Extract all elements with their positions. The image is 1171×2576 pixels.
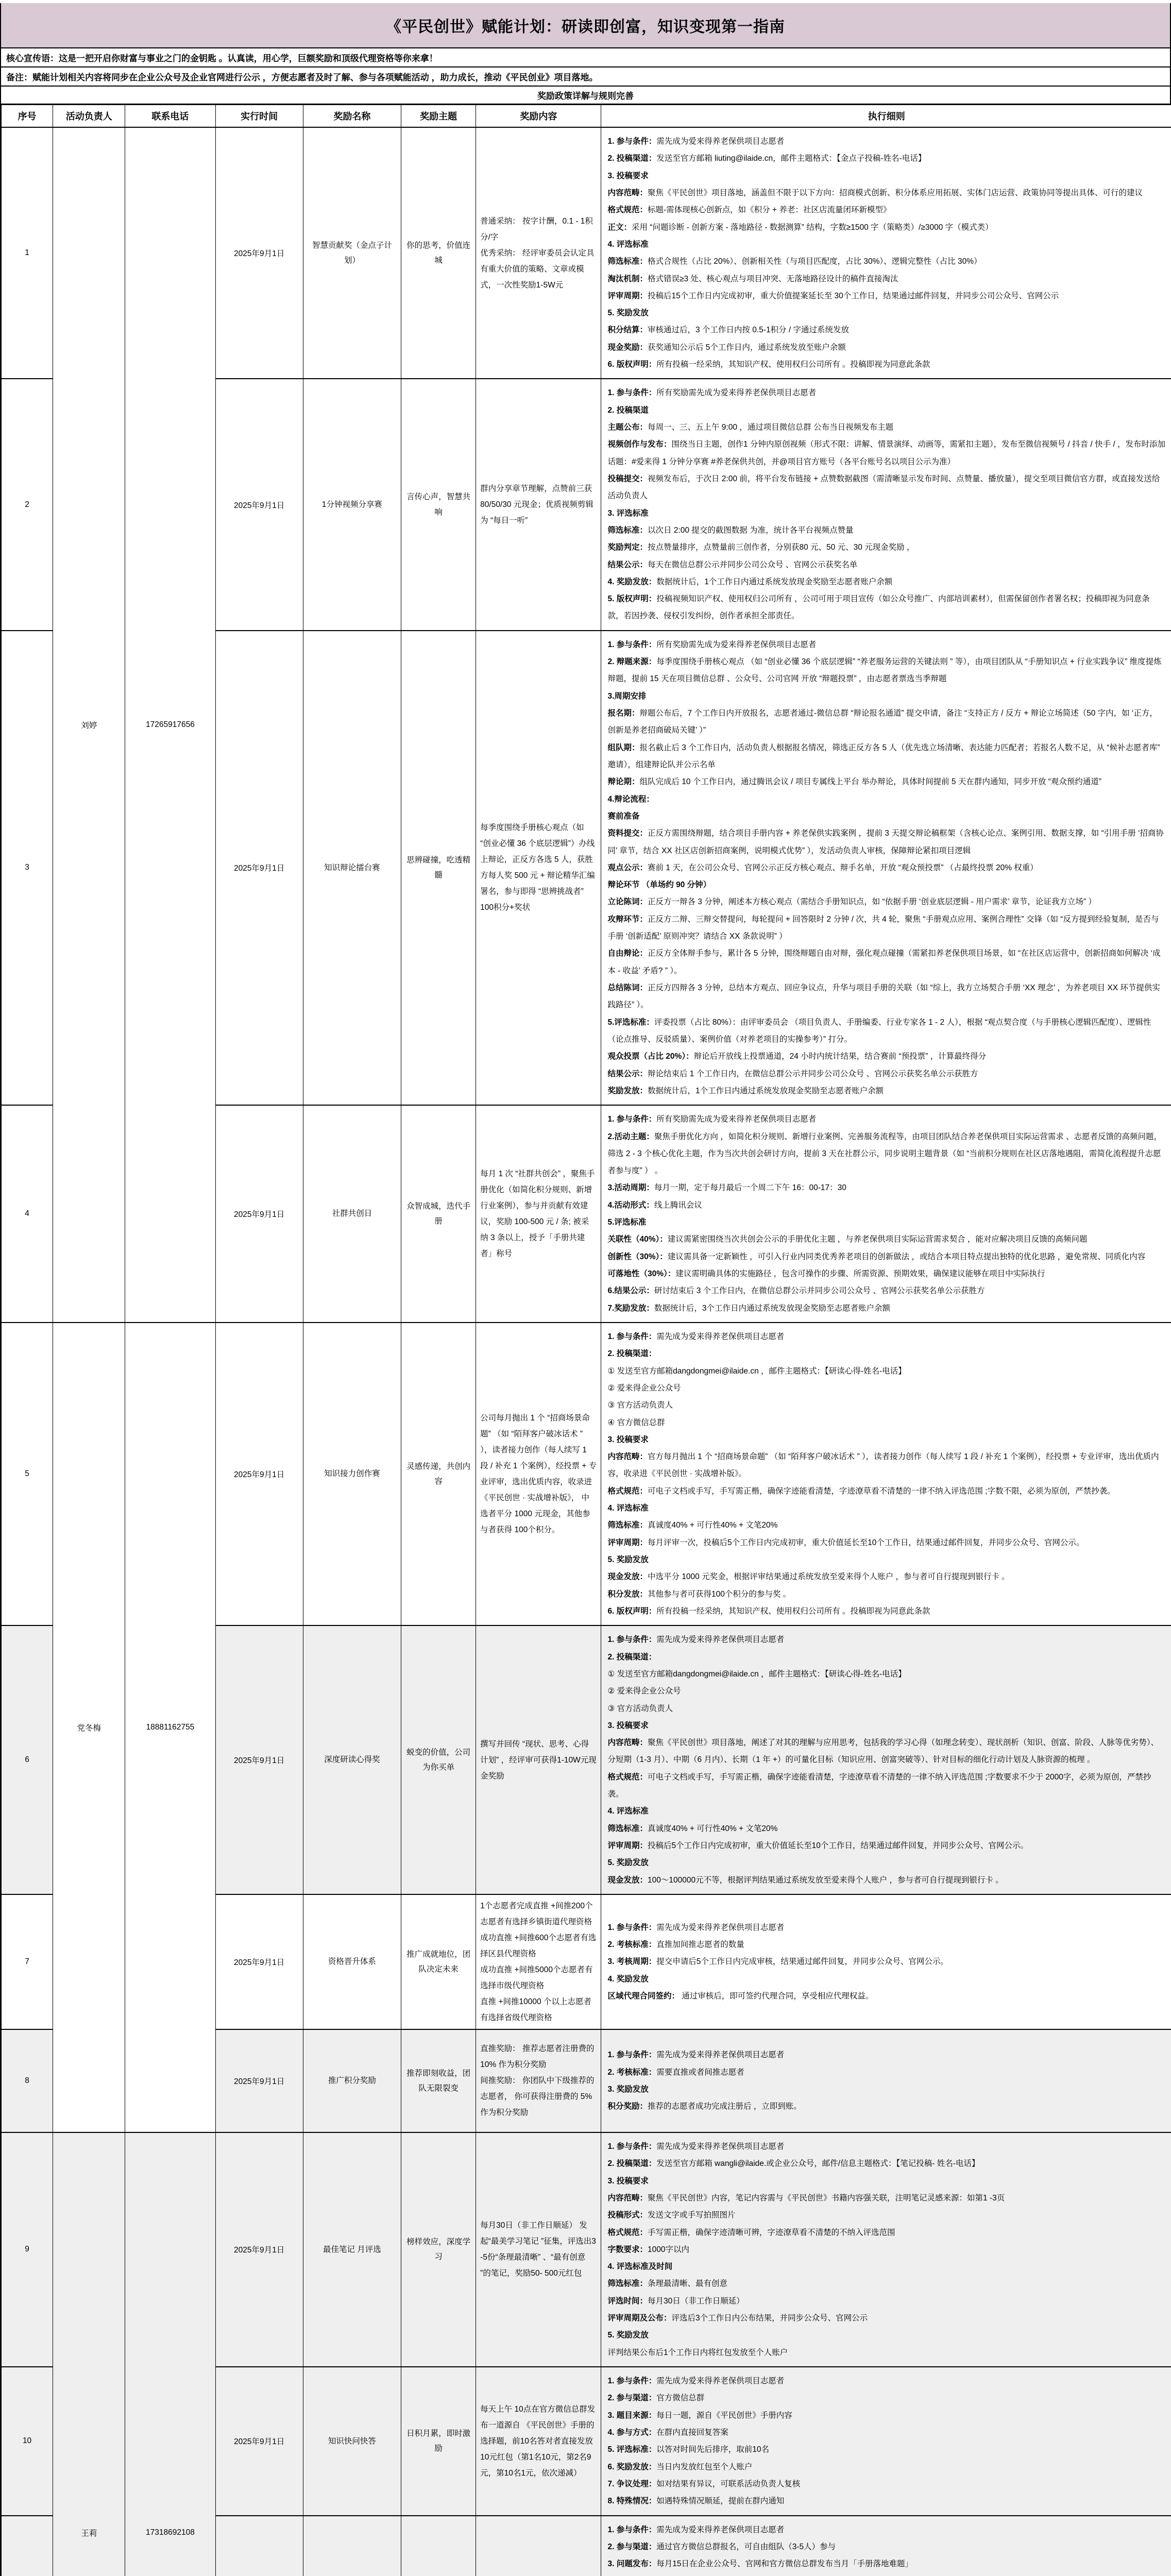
slogan-row: 核心宣传语：这是一把开启你财富与事业之门的金钥匙 。认真读，用心学，巨额奖励和顶级代理资格等你来拿！ — [1, 48, 1170, 67]
reward-name-cell: 推广积分奖励 — [303, 2029, 401, 2132]
row-number-cell: 8 — [2, 2029, 53, 2132]
rules-cell: 1. 参与条件：所有奖励需先成为爱来得养老保供项目志愿者 2. 辩题来源：每季度围绕手册核心观点 （如 “创业必懂 36 个底层逻辑” “养老服务运营的关键法则 ” 等），由项目团队从 “手册知识点 + 行业实践争议” 维度提炼辩题，提前 15 天在项目微信总群 、公众号、公司官网 开放 “辩题投票” ，由志愿者票选当季辩题 3.周期安排 报名期：辩题公布后，7 个工作日内开放报名，志愿者通过-微信总群 “辩论报名通道” 提交申请，备注 “支持正方 / 反方 + 辩论立场简述（50 字内，如 ‘正方，创新是养老招商破局关键’ ）” 组队期：报名截止后 3 个工作日内，活动负责人根据报名情况，筛选正反方各 5 人（优先选立场清晰、表达能力匹配者；若报名人数不足，从 “候补志愿者库” 邀请），组建辩论队并公示名单 辩论期：组队完成后 10 个工作日内，通过腾讯会议 / 项目专属线上平台 举办辩论，具体时间提前 5 天在群内通知，同步开放 “观众预约通道” 4.辩论流程： 赛前准备 资料提交：正反方需围绕辩题，结合项目手册内容 + 养老保供实践案例 ，提前 3 天提交辩论稿框架（含核心论点、案例引用、数据支撑，如 “引用手册 ‘招商协同’ 章节，结合 XX 社区店创新招商案例，说明模式优势” ），发活动负责人审核，保障辩论紧扣项目逻辑 观点公示：赛前 1 天，在公司公众号、官网公示正反方核心观点、辩手名单，开放 “观众预投票” （占最终投票 20% 权重） 辩论环节 （单场约 90 分钟） 立论陈词：正反方一辩各 3 分钟，阐述本方核心观点（需结合手册知识点，如 “依据手册 ‘创业底层逻辑 - 用户需求’ 章节，论证我方立场” ） 攻辩环节：正反方二辩、三辩交替提问，每轮提问 + 回答限时 2 分钟 / 次，共 4 轮，聚焦 “手册观点应用、案例合理性” 交锋（如 “反方提到经验复制，是否与手册 ‘创新适配’ 原则冲突？请结合 XX 条款说明” ） 自由辩论：正反方全体辩手参与，累计各 5 分钟，围绕辩题自由对辩，强化观点碰撞（需紧扣养老保供项目场景，如 “在社区店运营中，创新招商如何解决 ‘成本 - 收益’ 矛盾? ” ）。 总结陈词：正反方四辩各 3 分钟，总结本方观点、回应争议点，升华与项目手册的关联（如 “综上，我方立场契合手册 ‘XX 理念’ ，为养老项目 XX 环节提供实践路径” ）。 5.评选标准：评委投票（占比 80%）：由评审委员会 （项目负责人、手册编委、行业专家各 1 - 2 人），根据 “观点契合度（与手册核心逻辑匹配度）、逻辑性（论点推导、反驳质量）、案例价值（对养老项目的实操参考）” 打分。 观众投票（占比 20%）：辩论后开放线上投票通道，24 小时内统计结果，结合赛前 “预投票” ，计算最终得分 结果公示：辩论结束后 1 个工作日内，在微信总群公示并同步公司公众号 、官网公示获奖名单公示获胜方 奖励发放：数据统计后，1个工作日内通过系统发放现金奖励至志愿者账户余额 — [601, 631, 1171, 1105]
date-cell: 2025年9月1日 — [215, 1105, 303, 1323]
reward-name-cell: 知识辩论擂台赛 — [303, 631, 401, 1105]
reward-name-cell — [303, 2516, 401, 2576]
reward-theme-cell: 推荐即刻收益，团队无限裂变 — [401, 2029, 476, 2132]
rules-cell: 1. 参与条件：需先成为爱来得养老保供项目志愿者 2. 参与渠道：通过官方微信总群报名，可自由组队（3-5人）参与 3. 问题发布：每月15日在企业公众号、官网和官方微信总群发布当月「手册落地难题」 — [601, 2516, 1171, 2576]
reward-content-cell: 公司每月抛出 1 个 “招商场景命题” （如 “陌拜客户破冰话术 ” ），读者接力创作（每人续写 1 段 / 补充 1 个案例），经投票 + 专业评审，选出优质内容，收录进《平民创世 · 实战增补版》， 中选者平分 1000 元现金，其他参与者获得 100个积分。 — [476, 1323, 601, 1625]
date-cell: 2025年9月1日 — [215, 631, 303, 1105]
reward-content-cell: 普通采纳： 按字计酬，0.1 - 1积分/字 优秀采纳： 经评审委员会认定具有重大价值的策略、文章或模式，一次性奖励1-5W元 — [476, 127, 601, 379]
date-cell: 2025年9月1日 — [215, 1323, 303, 1625]
reward-name-cell: 资格晋升体系 — [303, 1894, 401, 2029]
reward-content-cell: 1个志愿者完成直推 +间推200个志愿者有选择乡镇街道代理资格 成功直推 +间推600个志愿者有选择区县代理资格 成功直推 +间推5000个志愿者有选择市级代理资格 直推 +间推10000 个以上志愿者有选择省级代理资格 — [476, 1894, 601, 2029]
reward-theme-cell: 众智成城，迭代手册 — [401, 1105, 476, 1323]
row-number-cell: 10 — [2, 2367, 53, 2516]
row-number-cell: 5 — [2, 1323, 53, 1625]
table-header-row — [2, 105, 1171, 128]
table-row — [2, 2132, 1171, 2367]
phone-cell: 17265917656 — [125, 127, 215, 1323]
date-cell — [215, 2516, 303, 2576]
reward-name-cell: 知识快问快答 — [303, 2367, 401, 2516]
rules-cell: 1. 参与条件：需先成为爱来得养老保供项目志愿者 2. 投稿渠道：发送至官方邮箱 wangli@ilaide.或企业公众号，邮件/信息主题格式：【笔记投稿- 姓名-电话】 3. 投稿要求 内容范畴：聚焦《平民创世》内容，笔记内容需与《平民创世》书籍内容强关联，注明笔记灵感来源：如第1 -3页 投稿形式：发送文字或手写拍照图片 格式规范：手写需正楷，确保字迹清晰可辨，字迹潦草看不清楚的不纳入评选范围 字数要求：1000字以内 4. 评选标准及时间 筛选标准：条理最清晰、最有创意 评选时间：每月30日（非工作日顺延） 评审周期及公布：评选后3个工作日内公布结果，并同步公众号、官网公示 5. 奖励发放 评判结果公布后1个工作日内将红包发放至个人账户 — [601, 2132, 1171, 2367]
phone-cell: 17318692108 — [125, 2132, 215, 2576]
date-cell: 2025年9月1日 — [215, 2029, 303, 2132]
row-number-cell: 3 — [2, 631, 53, 1105]
date-cell: 2025年9月1日 — [215, 2132, 303, 2367]
owner-cell: 刘婷 — [53, 127, 125, 1323]
owner-cell: 王莉 — [53, 2132, 125, 2576]
column-header-4: 奖励名称 — [303, 105, 401, 128]
row-number-cell: 1 — [2, 127, 53, 379]
reward-name-cell: 1分钟视频分享赛 — [303, 379, 401, 630]
reward-name-cell: 智慧贡献奖（金点子计划） — [303, 127, 401, 379]
rules-cell: 1. 参与条件：需先成为爱来得养老保供项目志愿者 2. 参与渠道：官方微信总群 3. 题目来源：每日一题，源自《平民创世》手册内容 4. 参与方式：在群内直接回复答案 5. 评选标准：以答对时间先后排序，取前10名 6. 奖励发放：当日内发放红包至个人账户 7. 争议处理：如对结果有异议，可联系活动负责人复核 8. 特殊情况：如遇特殊情况顺延，提前在群内通知 — [601, 2367, 1171, 2516]
column-header-6: 奖励内容 — [476, 105, 601, 128]
owner-cell: 党冬梅 — [53, 1323, 125, 2132]
row-number-cell: 7 — [2, 1894, 53, 2029]
rules-cell: 1. 参与条件：需先成为爱来得养老保供项目志愿者 2. 投稿渠道： ① 发送至官方邮箱dangdongmei@ilaide.cn ，邮件主题格式：【研读心得-姓名-电话】 ② 爱来得企业公众号 ③ 官方活动负责人 ④ 官方微信总群 3. 投稿要求 内容范畴：官方每月抛出 1 个 “招商场景命题” （如 “陌拜客户破冰话术 ” ），读者接力创作（每人续写 1 段 / 补充 1 个案例），经投票 + 专业评审，选出优质内容，收录进《平民创世 · 实战增补版》。 格式规范：可电子文档或手写，手写需正楷，确保字迹能看清楚，字迹潦草看不清楚的一律不纳入评选范围 ;字数不限，必须为原创，严禁抄袭。 4. 评选标准 筛选标准：真诚度40% + 可行性40% + 文笔20% 评审周期：每月评审一次，投稿后5个工作日内完成初审，重大价值延长至10个工作日，结果通过邮件回复，并同步公众号、官网公示。 5. 奖励发放 现金发放：中选平分 1000 元奖金，根据评审结果通过系统发放至爱来得个人账户 ，参与者可自行提现到银行卡 。 积分发放：其他参与者可获得100个积分的参与奖 。 6. 版权声明：所有投稿一经采纳，其知识产权、使用权归公司所有 。投稿即视为同意此条款 — [601, 1323, 1171, 1625]
date-cell: 2025年9月1日 — [215, 379, 303, 630]
reward-theme-cell: 日积月累，即时激励 — [401, 2367, 476, 2516]
rules-cell: 1. 参与条件：需先成为爱来得养老保供项目志愿者 2. 考核标准：需要直推或者间推志愿者 3. 奖励发放 积分奖励：推荐的志愿者成功完成注册后 ，立即到账。 — [601, 2029, 1171, 2132]
reward-theme-cell: 你的思考，价值连城 — [401, 127, 476, 379]
reward-content-cell — [476, 2516, 601, 2576]
rewards-table — [1, 105, 1171, 2576]
reward-content-cell: 群内分享章节理解，点赞前三获 80/50/30 元现金；优质视频剪辑为 “每日一听” — [476, 379, 601, 630]
section-title: 奖励政策详解与规则完善 — [1, 87, 1170, 105]
reward-name-cell: 社群共创日 — [303, 1105, 401, 1323]
reward-content-cell: 每月30日（非工作日顺延） 发起“最美学习笔记 ”征集，评选出3 -5份“条理最清晰” 、“最有创意 ”的笔记，奖励50- 500元红包 — [476, 2132, 601, 2367]
rules-cell: 1. 参与条件：需先成为爱来得养老保供项目志愿者 2. 投稿渠道：发送至官方邮箱 liuting@ilaide.cn，邮件主题格式：【金点子投稿-姓名-电话】 3. 投稿要求 内容范畴：聚焦《平民创世》项目落地，涵盖但不限于以下方向：招商模式创新、积分体系应用拓展、实体门店运营、政策协同等提出具体、可行的建议 格式规范：标题-需体现核心创新点，如《积分 + 养老：社区店流量闭环新模型》 正文：采用 “问题诊断 - 创新方案 - 落地路径 - 数据测算” 结构，字数≥1500 字（策略类）/≥3000 字（模式类） 4. 评选标准 筛选标准：格式合规性（占比 20%）、创新相关性（与项目匹配度，占比 30%）、逻辑完整性（占比 30%） 淘汰机制：格式错误≥3 处、核心观点与项目冲突、无落地路径设计的稿件直接淘汰 评审周期：投稿后15个工作日内完成初审，重大价值提案延长至 30个工作日，结果通过邮件回复，并同步公司公众号、官网公示 5. 奖励发放 积分结算：审核通过后，3 个工作日内按 0.5-1积分 / 字通过系统发放 现金奖励：获奖通知公示后 5个工作日内，通过系统发放至账户余额 6. 版权声明：所有投稿一经采纳，其知识产权、使用权归公司所有 。投稿即视为同意此条款 — [601, 127, 1171, 379]
rules-cell: 1. 参与条件：需先成为爱来得养老保供项目志愿者 2. 投稿渠道： ① 发送至官方邮箱dangdongmei@ilaide.cn ，邮件主题格式：【研读心得-姓名-电话】 ② 爱来得企业公众号 ③ 官方活动负责人 3. 投稿要求 内容范畴：聚焦《平民创世》项目落地，阐述了对其的理解与应用思考，包括我的学习心得（如理念转变）、现状剖析（知识、创富、阶段、人脉等优劣势）、分短期（1-3 月）、中期（6 月内）、长期（1 年 +）的可量化目标（知识应用、创富突破等）、针对目标的细化行动计划及人脉资源的梳理 。 格式规范：可电子文档或手写，手写需正楷，确保字迹能看清楚，字迹潦草看不清楚的一律不纳入评选范围 ;字数要求不少于 2000字，必须为原创，严禁抄袭。 4. 评选标准 筛选标准：真诚度40% + 可行性40% + 文笔20% 评审周期：投稿后5个工作日内完成初审，重大价值延长至10个工作日，结果通过邮件回复，并同步公众号、官网公示。 5. 奖励发放 现金发放：100～100000元不等，根据评判结果通过系统发放至爱来得个人账户 ，参与者可自行提现到银行卡 。 — [601, 1625, 1171, 1894]
column-header-1: 活动负责人 — [53, 105, 125, 128]
rules-cell: 1. 参与条件：需先成为爱来得养老保供项目志愿者 2. 考核标准：直推加间推志愿者的数量 3. 考核周期：提交申请后5个工作日内完成审核，结果通过邮件回复，并同步公众号、官网公示。 4. 奖励发放 区域代理合同签约： 通过审核后，即可签约代理合同，享受相应代理权益。 — [601, 1894, 1171, 2029]
reward-theme-cell: 榜样效应，深度学习 — [401, 2132, 476, 2367]
reward-content-cell: 每季度围绕手册核心观点（如 “创业必懂 36 个底层逻辑”）办线上辩论，正反方各选 5 人，获胜方每人奖 500 元 + 辩论精华汇编署名，参与即得 “思辨挑战者” 100积分+奖状 — [476, 631, 601, 1105]
table-row — [2, 1323, 1171, 1625]
column-header-5: 奖励主题 — [401, 105, 476, 128]
table-row — [2, 127, 1171, 379]
reward-content-cell: 每月 1 次 “社群共创会” ，聚焦手册优化（如简化积分规则、新增行业案例），参与并贡献有效建议，奖励 100-500 元 / 条; 被采纳 3 条以上，授予「手册共建者」称号 — [476, 1105, 601, 1323]
rules-cell: 1. 参与条件：所有奖励需先成为爱来得养老保供项目志愿者 2. 投稿渠道 主题公布：每周一、三、五上午 9:00 ，通过项目微信总群 公布当日视频发布主题 视频创作与发布：围绕当日主题，创作1 分钟内原创视频（形式不限：讲解、情景演绎、动画等，需紧扣主题），发布至微信视频号 / 抖音 / 快手 / ，发布时添加话题：#爱来得 1 分钟分享赛 #养老保供共创，并@项目官方账号（各平台账号名以项目公示为准） 投稿提交：视频发布后，于次日 2:00 前，将平台发布链接 + 点赞数据截图（需清晰显示发布时间、点赞量、播放量），提交至项目微信官方群，或直接发送给活动负责人 3. 评选标准 筛选标准：以次日 2:00 提交的截图数据 为准，统计各平台视频点赞量 奖励判定：按点赞量排序，点赞量前三创作者，分别获80 元、50 元、30 元现金奖励 ， 结果公示：每天在微信总群公示并同步公司公众号 、官网公示获奖名单 4. 奖励发放：数据统计后，1个工作日内通过系统发放现金奖励至志愿者账户余额 5. 版权声明：投稿视频知识产权、使用权归公司所有 ，公司可用于项目宣传（如公众号推广、内部培训素材），但需保留创作者署名权；投稿即视为同意条款，若因抄袭、侵权引发纠纷，创作者承担全部责任。 — [601, 379, 1171, 630]
date-cell: 2025年9月1日 — [215, 1625, 303, 1894]
row-number-cell — [2, 2516, 53, 2576]
page-title: 《平民创世》赋能计划：研读即创富，知识变现第一指南 — [386, 14, 785, 37]
reward-theme-cell: 灵感传递，共创内容 — [401, 1323, 476, 1625]
reward-theme-cell: 言传心声，智慧共响 — [401, 379, 476, 630]
row-number-cell: 4 — [2, 1105, 53, 1323]
reward-theme-cell: 思辨碰撞，吃透精髓 — [401, 631, 476, 1105]
column-header-3: 实行时间 — [215, 105, 303, 128]
date-cell: 2025年9月1日 — [215, 127, 303, 379]
reward-theme-cell: 蜕变的价值，公司为你买单 — [401, 1625, 476, 1894]
row-number-cell: 6 — [2, 1625, 53, 1894]
column-header-0: 序号 — [2, 105, 53, 128]
reward-content-cell: 每天上午 10点在官方微信总群发布一道源自 《平民创世》手册的选择题，前10名答对者直接发放 10元红包（第1名10元，第2名9元，第10名1元，依次递减） — [476, 2367, 601, 2516]
reward-name-cell: 知识接力创作赛 — [303, 1323, 401, 1625]
document-sheet — [0, 3, 1171, 2576]
reward-theme-cell: 推广成就地位，团队决定未来 — [401, 1894, 476, 2029]
title-bar — [1, 3, 1170, 48]
reward-name-cell: 深度研读心得奖 — [303, 1625, 401, 1894]
reward-theme-cell — [401, 2516, 476, 2576]
row-number-cell: 2 — [2, 379, 53, 630]
reward-content-cell: 撰写并回传 “现状、思考、心得计划” ，经评审可获得1-10W元现金奖励 — [476, 1625, 601, 1894]
phone-cell: 18881162755 — [125, 1323, 215, 2132]
note-row: 备注：赋能计划相关内容将同步在企业公众号及企业官网进行公示 ，方便志愿者及时了解、参与各项赋能活动 ，助力成长，推动《平民创业》项目落地。 — [1, 67, 1170, 87]
reward-name-cell: 最佳笔记 月评选 — [303, 2132, 401, 2367]
row-number-cell: 9 — [2, 2132, 53, 2367]
reward-content-cell: 直推奖励： 推荐志愿者注册费的 10% 作为积分奖励 间推奖励： 你团队中下级推荐的志愿者， 你可获得注册费的 5% 作为积分奖励 — [476, 2029, 601, 2132]
column-header-2: 联系电话 — [125, 105, 215, 128]
column-header-7: 执行细则 — [601, 105, 1171, 128]
date-cell: 2025年9月1日 — [215, 2367, 303, 2516]
rules-cell: 1. 参与条件：所有奖励需先成为爱来得养老保供项目志愿者 2.活动主题：聚焦手册优化方向 ，如简化积分规则、新增行业案例、完善服务流程等，由项目团队结合养老保供项目实际运营需求 、志愿者反馈的高频问题，筛选 2 - 3 个核心优化主题，作为当次共创会研讨方向，提前 3 天在社群公示，同步说明主题背景（如 “当前积分规则在社区店落地遇阻，需简化流程提升志愿者参与度” ） 。 3.活动周期：每月一期，定于每月最后一个周二下午 16：00-17：30 4.活动形式：线上腾讯会议 5.评选标准 关联性（40%）：建议需紧密围绕当次共创会公示的手册优化主题 ，与养老保供项目实际运营需求契合 ，能对应解决项目反馈的高频问题 创新性（30%）：建议需具备一定新颖性 ，可引入行业内同类优秀养老项目的创新做法 ，或结合本项目特点提出独特的优化思路 ，避免常规、同质化内容 可落地性（30%）：建议需明确具体的实施路径 ，包含可操作的步骤、所需资源、预期效果，确保建议能够在项目中实际执行 6.结果公示：研讨结束后 3 个工作日内，在微信总群公示并同步公司公众号 、官网公示获奖名单公示获胜方 7.奖励发放：数据统计后，3个工作日内通过系统发放现金奖励至志愿者账户余额 — [601, 1105, 1171, 1323]
date-cell: 2025年9月1日 — [215, 1894, 303, 2029]
